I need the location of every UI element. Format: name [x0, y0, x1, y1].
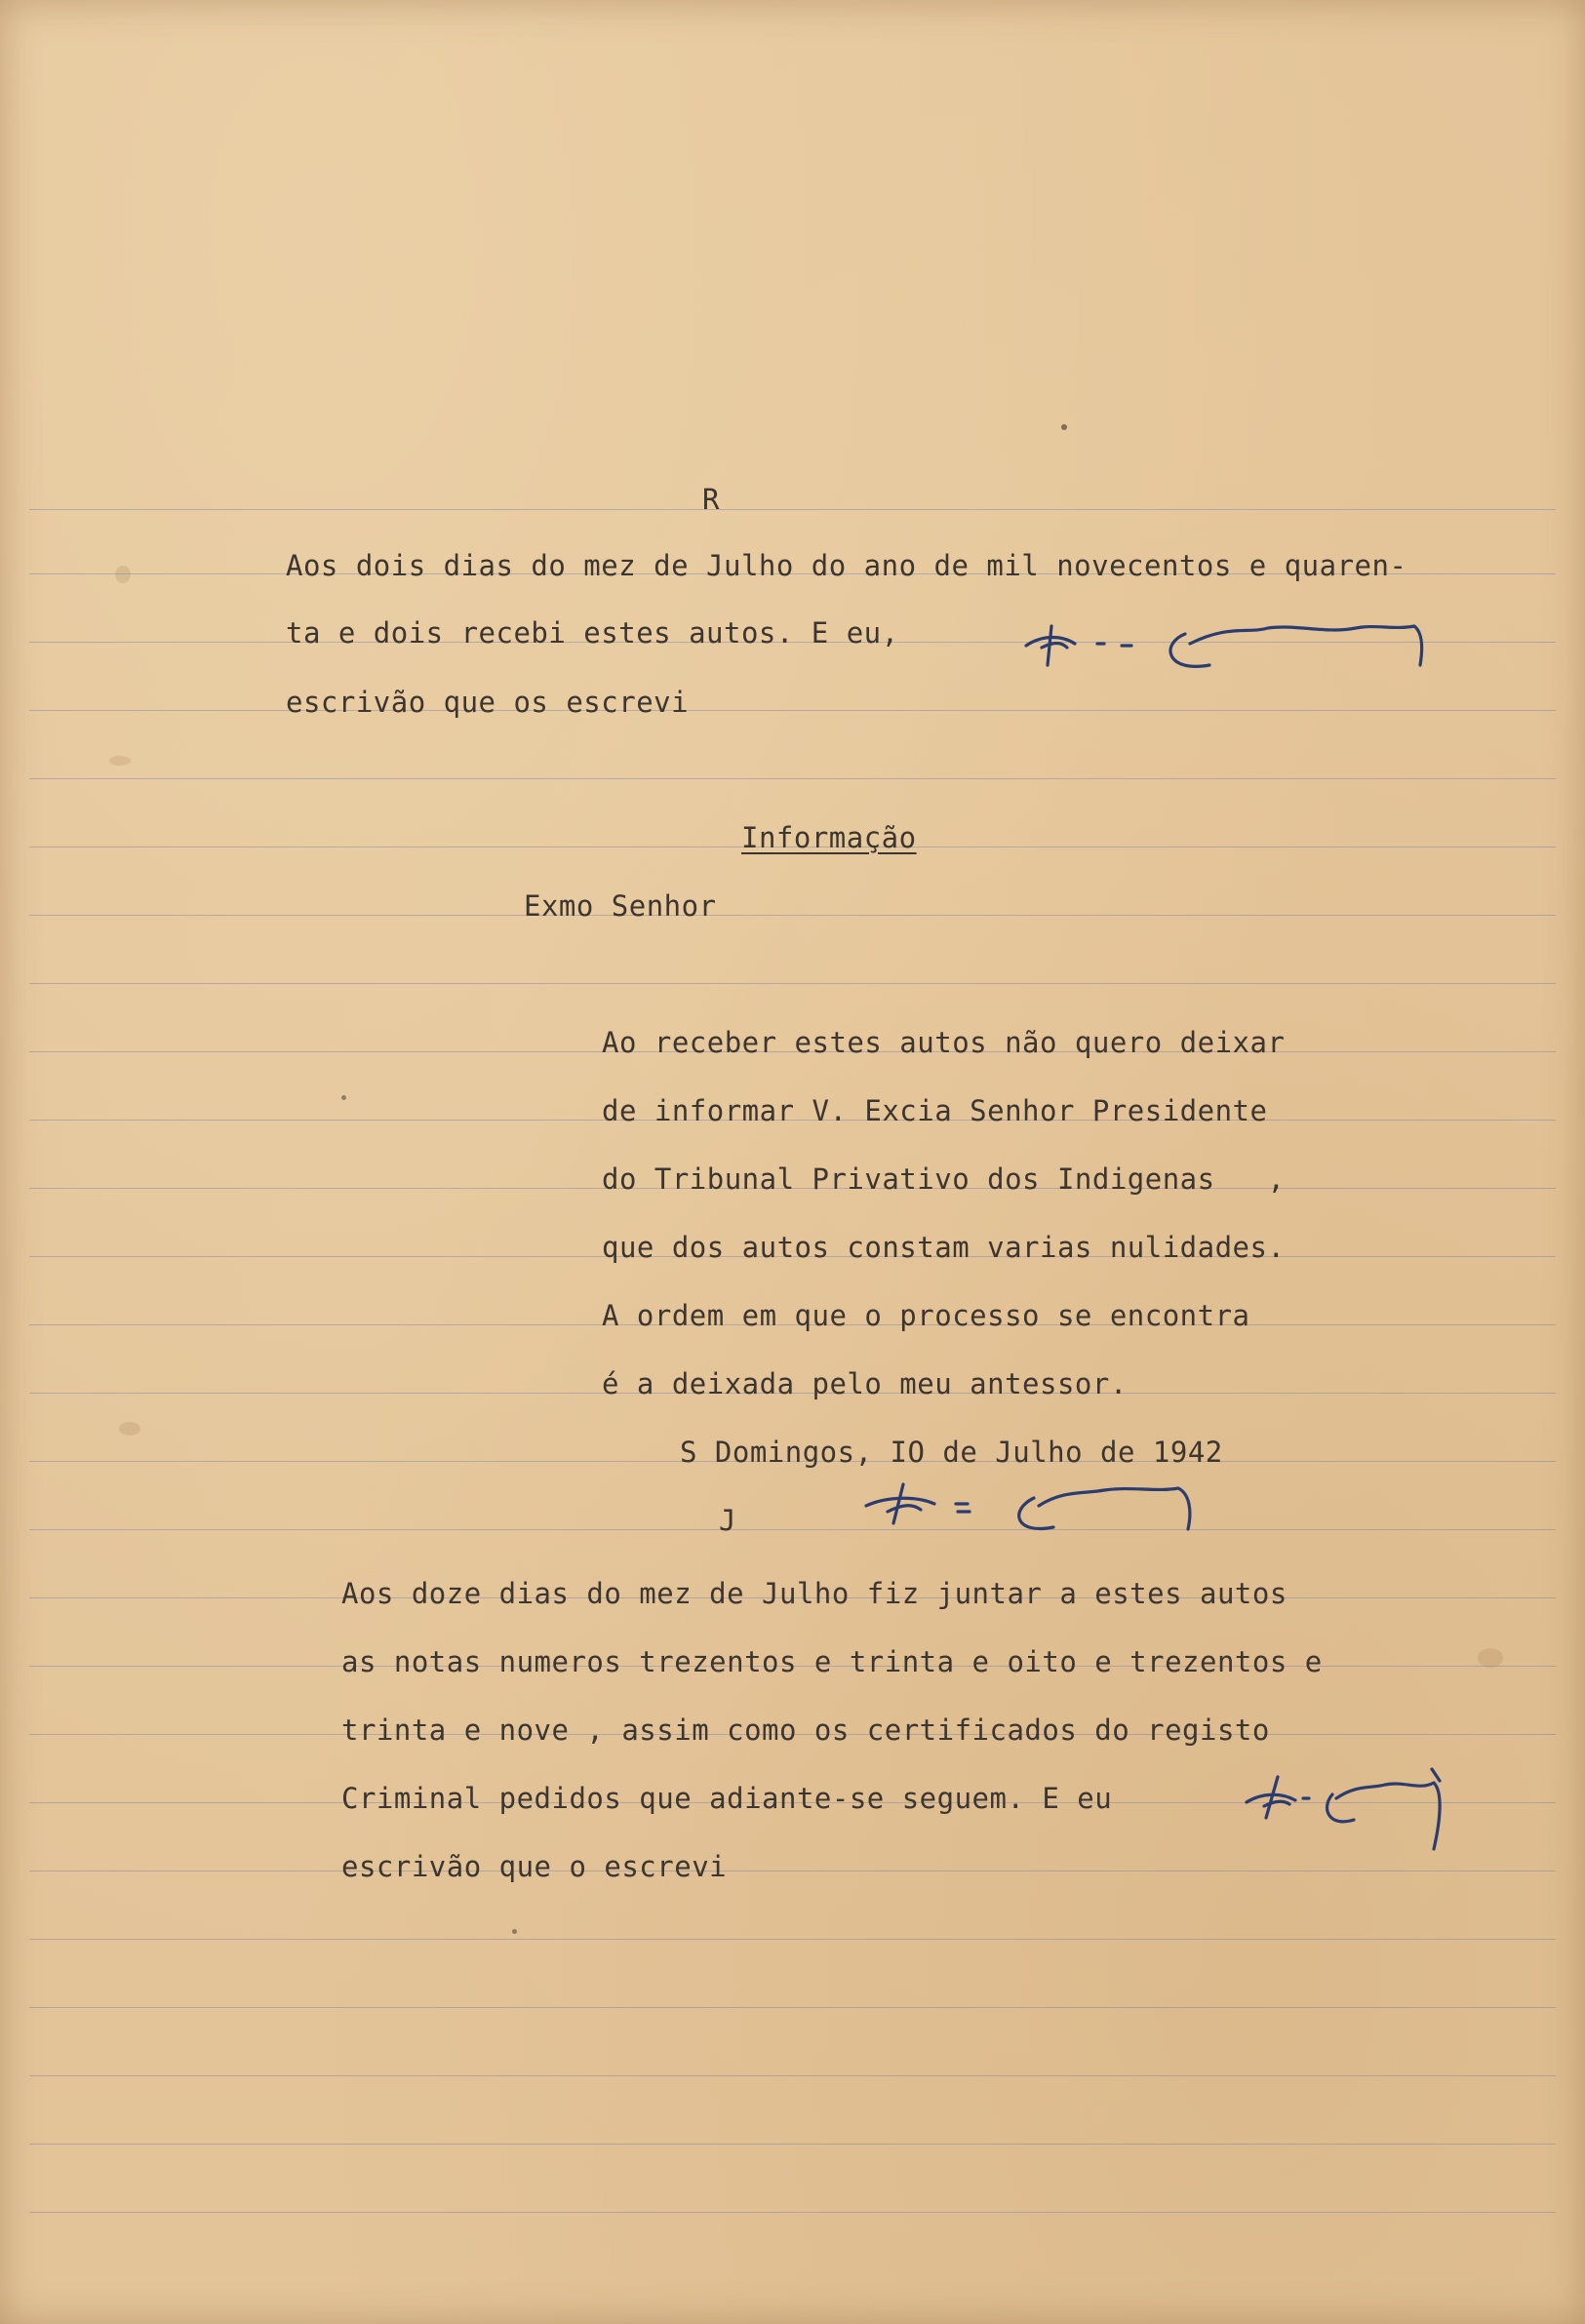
body-line: de informar V. Excia Senhor Presidente — [602, 1094, 1268, 1127]
paper-stain — [115, 566, 131, 583]
body-line: é a deixada pelo meu antessor. — [602, 1367, 1128, 1400]
date-line: S Domingos, IO de Julho de 1942 — [680, 1436, 1223, 1469]
paper-stain — [119, 1422, 140, 1436]
term-line: escrivão que o escrevi — [341, 1850, 728, 1883]
body-line: do Tribunal Privativo dos Indigenas , — [602, 1162, 1286, 1196]
ink-dot — [512, 1929, 517, 1934]
signature — [1014, 605, 1444, 683]
term-line: ta e dois recebi estes autos. E eu, — [286, 616, 899, 650]
term-line: as notas numeros trezentos e trinta e oito e trezentos e — [341, 1645, 1323, 1678]
term-line: Criminal pedidos que adiante-se seguem. E eu — [341, 1782, 1113, 1815]
body-line: que dos autos constam varias nulidades. — [602, 1231, 1286, 1264]
salutation: Exmo Senhor — [524, 889, 717, 923]
term-line: escrivão que os escrevi — [286, 686, 690, 719]
term-line: Aos dois dias do mez de Julho do ano de mil novecentos e quaren- — [286, 549, 1407, 582]
term-line: trinta e nove , assim como os certificados do registo — [341, 1713, 1270, 1747]
ink-dot — [341, 1095, 346, 1100]
body-line: Ao receber estes autos não quero deixar — [602, 1026, 1286, 1059]
ink-dot — [1061, 424, 1067, 430]
signature — [1239, 1755, 1492, 1872]
body-line: A ordem em que o processo se encontra — [602, 1299, 1250, 1332]
sign-initial: J — [719, 1504, 736, 1537]
signature — [849, 1463, 1239, 1551]
paper-stain — [109, 756, 131, 766]
section-title: Informação — [741, 821, 917, 854]
header-mark: R — [702, 483, 720, 516]
term-line: Aos doze dias do mez de Julho fiz juntar a estes autos — [341, 1577, 1288, 1610]
paper-stain — [1478, 1648, 1503, 1668]
